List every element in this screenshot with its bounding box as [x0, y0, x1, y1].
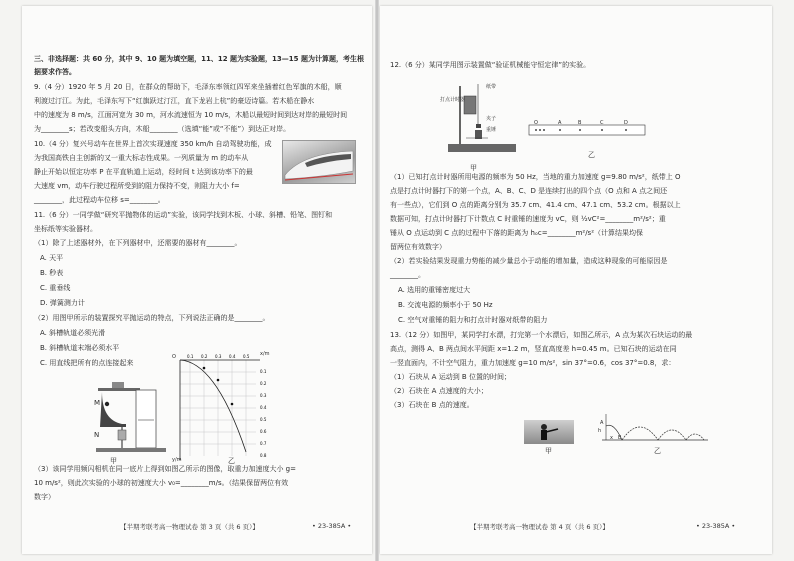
q12-line: ________。: [390, 271, 425, 279]
q11-3-line: 10 m/s²，则此次实验的小球的初速度大小 v₀=________m/s。（结果保留两位有效: [34, 479, 289, 487]
q13-line: 一竖直面内，不计空气阻力，重力加速度 g=10 m/s²，sin 37°=0.6，cos 37°=0.8，求：: [390, 359, 676, 367]
origin-label: O: [172, 354, 176, 360]
figure-yi-caption: 乙: [588, 151, 595, 159]
x-axis-label: x/m: [260, 351, 270, 357]
x-tick-label: 0.3: [215, 354, 222, 359]
y-tick-label: 0.8: [260, 453, 267, 458]
q12-line: 锤从 O 点运动到 C 点的过程中下落的距离为 hₒc=________m²/s²（计算结果均保: [390, 229, 644, 237]
q12-title: 12.（6 分）某同学用图示装置做“验证机械能守恒定律”的实验。: [390, 61, 591, 69]
x-tick-label: 0.2: [201, 354, 208, 359]
page-footer: 【半期考联考高一物理试卷 第 3 页（共 6 页）】: [120, 523, 259, 531]
y-tick-label: 0.7: [260, 441, 267, 446]
option-a: A. 天平: [40, 254, 64, 262]
option-b: B. 斜槽轨道末端必须水平: [40, 344, 120, 352]
q12-line: （2）若实验结果发现重力势能的减少量总小于动能的增加量，造成这种现象的可能原因是: [390, 257, 668, 265]
figure-jia-caption: 甲: [110, 457, 117, 465]
x-tick-label: 0.1: [187, 354, 194, 359]
q10-line: 大速度 vm，动车行驶过程所受到的阻力保持不变，则阻力大小 f=: [34, 182, 240, 190]
q9-line: 为________s；若改变船头方向，木船________（选填“能”或“不能”）到达正对岸。: [34, 125, 291, 133]
q11-line: （2）用图甲所示的装置探究平抛运动的特点，下列说法正确的是________。: [34, 314, 270, 322]
point-a-label: A: [600, 420, 604, 426]
y-tick-label: 0.1: [260, 369, 267, 374]
figure-yi-caption: 乙: [228, 457, 235, 465]
y-tick-label: 0.5: [260, 417, 267, 422]
q12-line: 留两位有效数字）: [390, 243, 446, 251]
q11-3-line: （3）该同学用频闪相机在同一底片上得到如图乙所示的图像，取重力加速度大小 g=: [34, 465, 296, 473]
y-tick-label: 0.3: [260, 393, 267, 398]
point-c: C: [600, 120, 604, 126]
q10-line: 10.（4 分）复兴号动车在世界上首次实现速度 350 km/h 自动驾驶功能，成: [34, 140, 272, 148]
page-fold: [375, 0, 379, 561]
page-4: [380, 6, 772, 554]
q10-line: ________，此过程动车位移 s=________。: [34, 196, 165, 204]
q11-line: 坐标纸等实验器材。: [34, 225, 97, 233]
train-photo: [282, 140, 356, 184]
paper-tape-figure: [528, 124, 646, 136]
q9-line: 利渡过汀江。为此，毛泽东写下“红旗跃过汀江，直下龙岩上杭”的豪迈诗篇。若木船在静水: [34, 97, 315, 105]
q13-line: 13.（12 分）如图甲，某同学打水漂，打完第一个水漂后，如图乙所示，A 点为某次石块运动的最: [390, 331, 693, 339]
option-c: C. 空气对重锤的阻力和打点计时器对纸带的阻力: [398, 316, 548, 324]
x-label: x: [610, 435, 613, 441]
option-c: C. 用直线把所有的点连接起来: [40, 359, 134, 367]
point-a: A: [558, 120, 562, 126]
label-n: N: [94, 431, 100, 439]
q11-line: 11.（6 分）一同学做“研究平抛物体的运动”实验，该同学找到木板、小球、斜槽、铅笔、图钉和: [34, 211, 333, 219]
stone-skipping-photo: [524, 420, 574, 444]
q13-line: （3）石块在 B 点的速度。: [390, 401, 474, 409]
q13-line: 高点，测得 A、B 两点间水平间距 x=1.2 m，竖直高度差 h=0.45 m。已知石块的运动在同: [390, 345, 677, 353]
x-tick-label: 0.5: [243, 354, 250, 359]
q10-line: 静止开始以恒定功率 P 在平直轨道上运动，经时间 t 达到该功率下的最: [34, 168, 253, 176]
y-tick-label: 0.4: [260, 405, 267, 410]
point-o: O: [534, 120, 538, 126]
q11-3-line: 数字）: [34, 493, 55, 501]
weight-label: 重锤: [486, 127, 497, 133]
point-d: D: [624, 120, 628, 126]
h-label: h: [598, 428, 602, 434]
label-m: M: [94, 399, 101, 407]
option-a: A. 斜槽轨道必须光滑: [40, 329, 106, 337]
trajectory-chart: [176, 352, 276, 462]
q11-line: （1）除了上述器材外，在下列器材中，还需要的器材有________。: [34, 239, 242, 247]
q9-line: 中的速度为 8 m/s，江面河宽为 30 m，河水流速恒为 10 m/s，木船以最短时间到达对岸的最短时间: [34, 111, 348, 119]
figure-yi-caption: 乙: [654, 447, 661, 455]
option-d: D. 弹簧测力计: [40, 299, 85, 307]
point-b: B: [578, 120, 582, 126]
y-tick-label: 0.2: [260, 381, 267, 386]
option-b: B. 秒表: [40, 269, 64, 277]
figure-jia-caption: 甲: [545, 447, 552, 455]
train-icon: [283, 141, 355, 183]
exam-code: • 23-385A •: [312, 522, 352, 530]
tape-label: 纸带: [486, 84, 497, 90]
person-icon: [524, 420, 574, 444]
q13-line: （1）石块从 A 运动到 B 位置的时间；: [390, 373, 511, 381]
option-c: C. 重垂线: [40, 284, 71, 292]
section-heading-2: 据要求作答。: [34, 68, 76, 76]
y-axis-label: y/m: [172, 457, 182, 463]
q9-line: 9.（4 分）1920 年 5 月 20 日，在群众的帮助下，毛泽东率领红四军来坐插着红色军旗的木船，顺: [34, 83, 342, 91]
exam-code: • 23-385A •: [696, 522, 736, 530]
q12-line: 点是打点计时器打下的第一个点，A、B、C、D 是连续打出的四个点（O 点和 A 点之间还: [390, 187, 668, 195]
y-tick-label: 0.6: [260, 429, 267, 434]
figure-jia-caption: 甲: [470, 164, 477, 172]
q12-line: （1）已知打点计时器所用电源的频率为 50 Hz，当地的重力加速度 g=9.80 m/s²，纸带上 O: [390, 173, 681, 181]
point-b-label: B: [618, 435, 622, 441]
q13-line: （2）石块在 A 点速度的大小；: [390, 387, 488, 395]
section-heading: 三、非选择题：共 60 分，其中 9、10 题为填空题，11、12 题为实验题，13—15 题为计算题，考生根: [34, 55, 364, 63]
clip-label: 夹子: [486, 116, 497, 122]
q12-line: 有一些点），它们到 O 点的距离分别为 35.7 cm、41.4 cm、47.1 cm、53.2 cm。根据以上: [390, 201, 681, 209]
q10-line: 为我国高铁自主创新的又一重大标志性成果。一列质量为 m 的动车从: [34, 154, 249, 162]
option-b: B. 交流电源的频率小于 50 Hz: [398, 301, 493, 309]
page-footer: 【半期考联考高一物理试卷 第 4 页（共 6 页）】: [470, 523, 609, 531]
x-tick-label: 0.4: [229, 354, 236, 359]
option-a: A. 选用的重锤密度过大: [398, 286, 471, 294]
trajectory-arcs-figure: [600, 410, 710, 446]
q12-line: 数据可知，打点计时器打下计数点 C 时重锤的速度为 vC，则 ½vC²=________m²/s²；重: [390, 215, 666, 223]
ramp-apparatus-figure: [92, 380, 182, 455]
timer-label: 打点计时器: [440, 97, 466, 103]
